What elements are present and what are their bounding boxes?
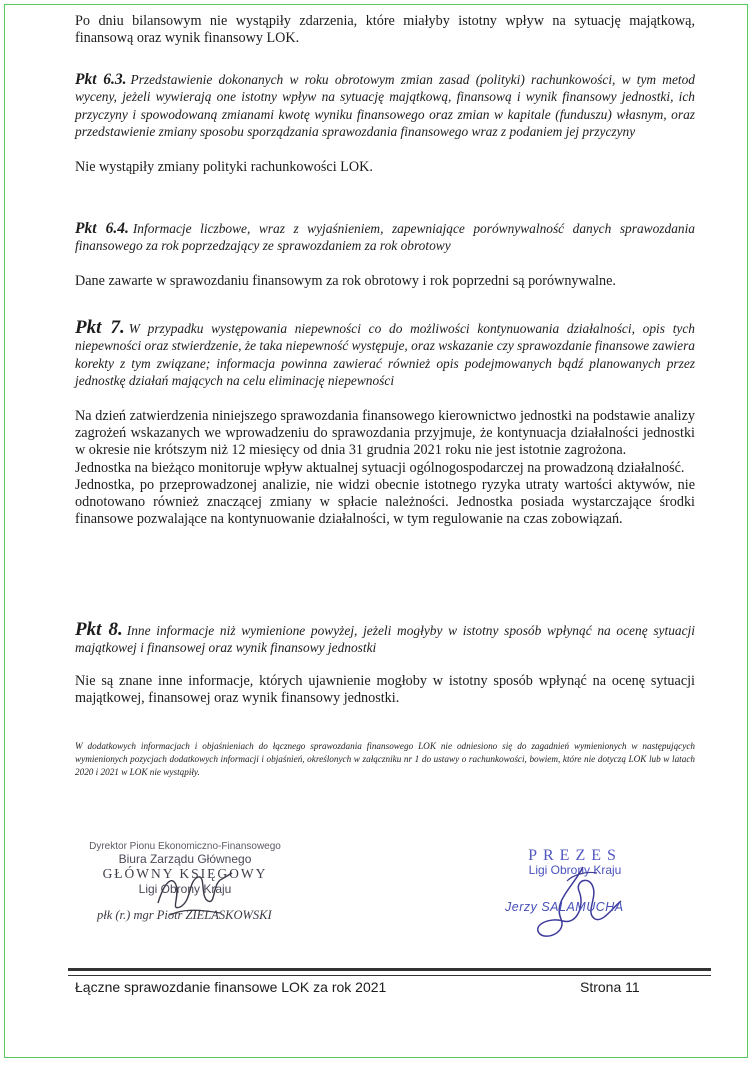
section-8-heading-text: Inne informacje niż wymienione powyżej, jeżeli mogłyby w istotny sposób wpłynąć na ocenę sytuacji majątkowej i finansowej oraz wynik finansowy jednostki	[75, 623, 695, 656]
president-name: Jerzy SALAMUCHA	[505, 900, 624, 914]
footnote: W dodatkowych informacjach i objaśnieniach do łącznego sprawozdania finansowego LOK nie odniesiono się do zagadnień wymienionych w następujących wymienionych pozycjach dodatkowych informacji i objaśnień, określonych w załączniku nr 1 do ustawy o rachunkowości, bowiem, które nie dotyczą LOK lub w latach 2020 i 2021 w LOK nie wystąpiły.	[75, 741, 695, 777]
footer-title: Łączne sprawozdanie finansowe LOK za rok 2021	[75, 979, 387, 995]
section-7-body-1: Na dzień zatwierdzenia niniejszego sprawozdania finansowego kierownictwo jednostki na podstawie analizy zagrożeń wskazanych we wprowadzeniu do sprawozdania przyjmuje, że kontynuacja działalności jednostki w okresie nie krótszym niż 12 miesięcy od dnia 31 grudnia 2021 roku nie jest istotnie zagrożona.	[75, 407, 695, 459]
intro-text: Po dniu bilansowym nie wystąpiły zdarzenia, które miałyby istotny wpływ na sytuację majątkową, finansową oraz wynik finansowy LOK.	[75, 13, 695, 47]
section-8-body: Nie są znane inne informacje, których ujawnienie mogłoby w istotny sposób wpłynąć na ocenę sytuacji majątkowej, finansowej oraz wynik finansowy jednostki.	[75, 672, 695, 707]
section-6-4-heading	[75, 220, 695, 255]
page-number: Strona 11	[580, 979, 640, 995]
section-6-4-number: Pkt 6.4.	[75, 220, 129, 237]
section-7-heading	[75, 319, 695, 390]
section-6-4-heading-text: Informacje liczbowe, wraz z wyjaśnieniem, zapewniające porównywalność danych sprawozdania finansowego za rok poprzedzający ze sprawozdaniem za rok obrotowy	[75, 221, 695, 254]
section-7-heading-text: W przypadku występowania niepewności co do możliwości kontynuowania działalności, opis tych niepewności oraz stwierdzenie, że taka niepewność występuje, oraz wskazanie czy sprawozdanie finansowe zawiera korekty z tym związane; informacja powinna zawierać również opis podejmowanych bądź planowanych przez jednostkę działań mających na celu eliminację niepewności	[75, 321, 695, 389]
stamp-left-line4: Ligi Obrony Kraju	[138, 882, 232, 896]
section-8-heading	[75, 621, 695, 657]
section-8	[75, 621, 695, 707]
section-6-4	[75, 220, 695, 290]
section-6-3-body: Nie wystąpiły zmiany polityki rachunkowości LOK.	[75, 158, 373, 175]
stamp-left-line2: Biura Zarządu Głównego	[118, 852, 252, 866]
chief-accountant-name: płk (r.) mgr Piotr ZIELASKOWSKI	[97, 908, 272, 922]
section-7-number: Pkt 7.	[75, 317, 125, 338]
stamp-right-title: PREZES	[528, 847, 622, 864]
stamp-left-line3: GŁÓWNY KSIĘGOWY	[102, 866, 268, 881]
stamp-right-org: Ligi Obrony Kraju	[528, 863, 622, 877]
section-6-3	[75, 71, 695, 176]
stamp-left-line1: Dyrektor Pionu Ekonomiczno-Finansowego	[89, 841, 281, 852]
section-8-number: Pkt 8.	[75, 619, 123, 640]
section-6-3-number: Pkt 6.3.	[75, 71, 127, 88]
section-7-body-2: Jednostka na bieżąco monitoruje wpływ aktualnej sytuacji ogólnogospodarczej na prowadzoną działalność.	[75, 459, 685, 476]
intro-paragraph	[75, 13, 695, 48]
section-6-4-body: Dane zawarte w sprawozdaniu finansowym za rok obrotowy i rok poprzedni są porównywalne.	[75, 272, 616, 289]
section-7	[75, 319, 695, 529]
section-6-3-heading-text: Przedstawienie dokonanych w roku obrotowym zmian zasad (polityki) rachunkowości, w tym metod wyceny, jeżeli wywierają one istotny wpływ na sytuację majątkową, finansową i wynik finansowy jednostki, ich przyczyny i spowodowaną zmianami kwotę wyniku finansowego oraz zmian w kapitale (funduszu) własnym, oraz przedstawienie zmiany sposobu sporządzania sprawozdania finansowego wraz z podaniem jej przyczyny	[75, 72, 696, 140]
footer-divider	[68, 968, 711, 976]
section-7-body-3: Jednostka, po przeprowadzonej analizie, nie widzi obecnie istotnego ryzyka utraty wartości aktywów, nie odnotowano również znaczącej zmiany w spłacie należności. Jednostka posiada wystarczające środki finansowe pozwalające na kontynuowanie działalności, w tym regulowanie na czas zobowiązań.	[75, 476, 695, 528]
document-page	[4, 4, 748, 1058]
section-6-3-heading	[75, 71, 695, 141]
